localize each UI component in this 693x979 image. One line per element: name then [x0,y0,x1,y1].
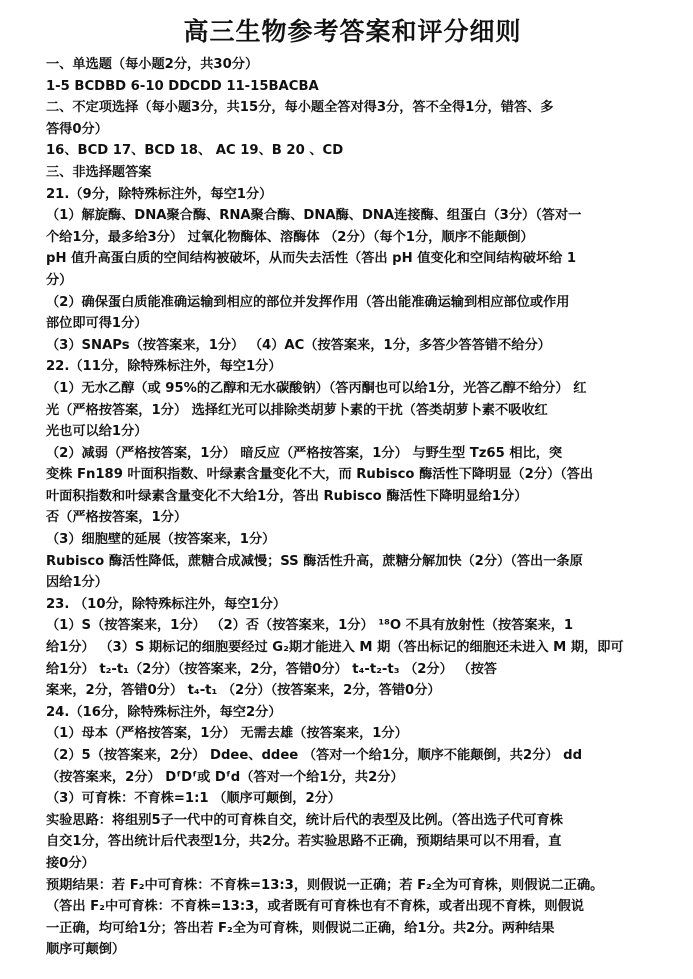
text-line: （1）母本（严格按答案，1分） 无需去雄（按答案来，1分） [46,726,408,742]
text-line: 预期结果：若 F₂中可育株：不育株=13:3，则假说一正确；若 F₂全为可育株，则假说二正确。 [46,877,604,893]
text-line: （1）解旋酶、DNA聚合酶、RNA聚合酶、DNA酶、DNA连接酶、组蛋白（3分）（答对一 [46,208,582,224]
text-line: （3）SNAPs（按答案来，1分） （4）AC（按答案来，1分，多答少答答错不给分） [46,337,551,353]
text-line: （1）无水乙醇（或 95%的乙醇和无水碳酸钠）（答丙酮也可以给1分，光答乙醇不给分） 红 [46,380,587,396]
text-line: 二、不定项选择（每小题3分，共15分，每小题全答对得3分，答不全得1分，错答、多 [46,100,554,116]
text-line: Rubisco 酶活性降低，蔗糖合成减慢；SS 酶活性升高，蔗糖分解加快（2分）（答出一条原 [46,553,583,569]
text-line: （3）细胞壁的延展（按答案来，1分） [46,532,276,548]
text-line: 接0分） [46,855,95,871]
text-line: （按答案来，2分） DᶠDᶠ或 Dᶠd（答对一个给1分，共2分） [46,769,404,785]
text-line: 个给1分，最多给3分） 过氧化物酶体、溶酶体 （2分）（每个1分，顺序不能颠倒） [46,229,534,245]
text-line: 21.（9分，除特殊标注外，每空1分） [46,186,273,202]
text-line: 叶面积指数和叶绿素含量变化不大给1分，答出 Rubisco 酶活性下降明显给1分） [46,488,528,504]
text-line: 顺序可颠倒） [46,942,126,958]
text-line: 变株 Fn189 叶面积指数、叶绿素含量变化不大，而 Rubisco 酶活性下降明显（2分）（答出 [46,467,594,483]
text-line: 23. （10分，除特殊标注外，每空1分） [46,596,287,612]
text-line: 自交1分，答出统计后代表型1分，共2分。若实验思路不正确，预期结果可以不用看，直 [46,834,562,850]
document-body [46,54,659,961]
text-line: 分） [46,272,73,288]
text-line: 22.（11分，除特殊标注外，每空1分） [46,359,282,375]
text-line: 答得0分） [46,121,108,137]
text-line: （1）S（按答案来，1分） （2）否（按答案来，1分） ¹⁸O 不具有放射性（按答案来，1 [46,618,574,634]
text-line: 因给1分） [46,575,108,591]
text-line: 部位即可得1分） [46,316,148,332]
text-line: 否（严格按答案，1分） [46,510,188,526]
text-line: pH 值升高蛋白质的空间结构被破坏，从而失去活性（答出 pH 值变化和空间结构破坏给 1 [46,251,577,267]
text-line: 给1分） （3）S 期标记的细胞要经过 G₂期才能进入 M 期（答出标记的细胞还未进入 M 期，即可 [46,640,624,656]
text-line: 三、非选择题答案 [46,164,152,180]
text-line: 光也可以给1分） [46,424,148,440]
text-line: （3）可育株：不育株=1:1 （顺序可颠倒，2分） [46,791,341,807]
text-line: （2）减弱（严格按答案，1分） 暗反应（严格按答案，1分） 与野生型 Tz65 相比，突 [46,445,563,461]
text-line: （2）确保蛋白质能准确运输到相应的部位并发挥作用（答出能准确运输到相应部位或作用 [46,294,570,310]
text-line: 24.（16分，除特殊标注外，每空2分） [46,704,282,720]
text-line: 案来，2分，答错0分） t₄-t₁ （2分）（按答案来，2分，答错0分） [46,683,441,699]
text-line: 光（严格按答案，1分） 选择红光可以排除类胡萝卜素的干扰（答类胡萝卜素不吸收红 [46,402,548,418]
text-line: 16、BCD 17、BCD 18、 AC 19、B 20 、CD [46,143,344,159]
text-line: 实验思路：将组别5子一代中的可育株自交，统计后代的表型及比例。（答出选子代可育株 [46,812,563,828]
page-title: 高三生物参考答案和评分细则 [183,17,522,46]
text-line: 一、单选题（每小题2分，共30分） [46,57,259,72]
text-line: （答出 F₂中可育株：不育株=13:3，或者既有可育株也有不育株，或者出现不育株，则假说 [46,899,584,915]
text-line: 给1分） t₂-t₁（2分）（按答案来，2分，答错0分） t₄-t₂-t₃ （2分） （按答 [46,661,497,677]
text-line: 1-5 BCDBD 6-10 DDCDD 11-15BACBA [46,78,319,94]
text-line: 一正确，均可给1分；答出若 F₂全为可育株，则假说二正确，给1分。共2分。两种结果 [46,920,555,936]
text-line: （2）5（按答案来，2分） Ddee、ddee （答对一个给1分，顺序不能颠倒，共2分） dd [46,748,583,763]
